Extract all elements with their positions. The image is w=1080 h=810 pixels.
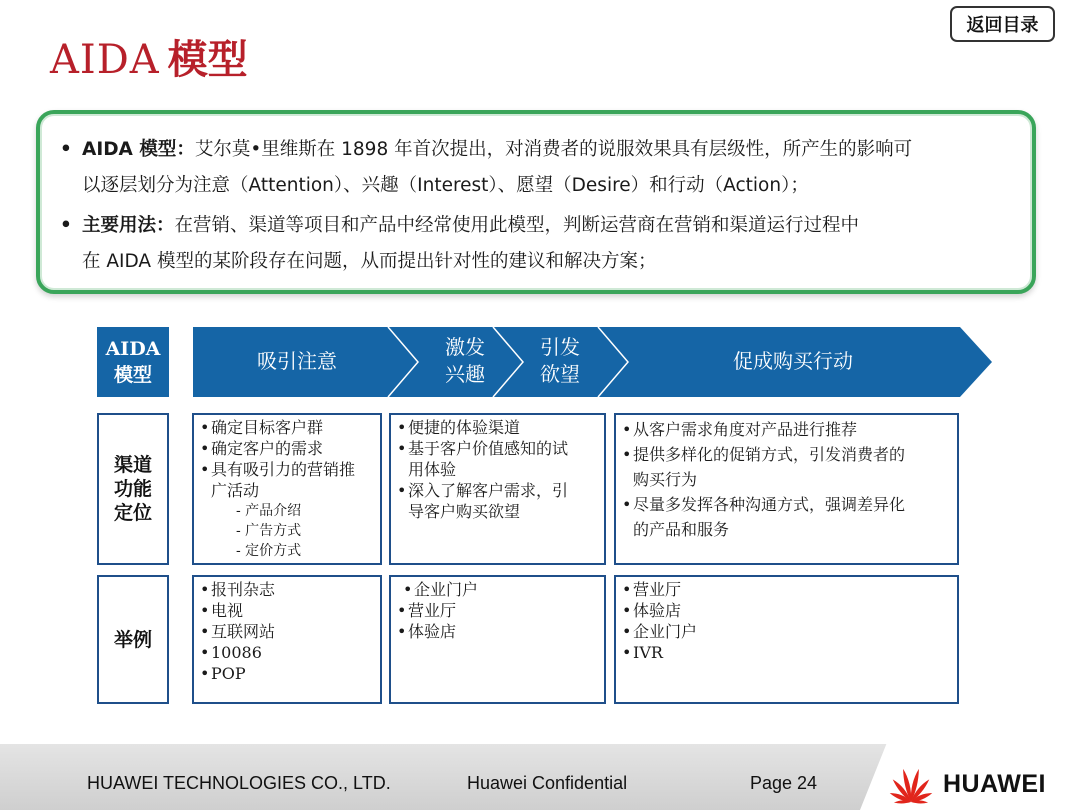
sub-item: - 产品介绍 — [236, 503, 302, 519]
footer-company: HUAWEI TECHNOLOGIES CO., LTD. — [87, 773, 391, 793]
list-item: • POP — [200, 664, 246, 683]
page-title-part2: 模型 — [167, 37, 248, 83]
list-item: • 确定客户的需求 — [200, 439, 324, 458]
list-item: • 便捷的体验渠道 — [397, 418, 521, 437]
list-item: • 提供多样化的促销方式，引发消费者的 — [622, 445, 906, 464]
stage-label-interest-2: 兴趣 — [445, 362, 485, 386]
list-item: • 深入了解客户需求，引 — [397, 481, 569, 500]
row-label-examples — [97, 575, 169, 704]
list-item-continuation: 导客户购买欲望 — [408, 502, 521, 521]
huawei-brand-text: HUAWEI — [943, 770, 1046, 798]
list-item: • 从客户需求角度对产品进行推荐 — [622, 420, 858, 439]
sub-item: - 定价方式 — [236, 543, 302, 559]
example-cell-attention — [192, 575, 382, 704]
sub-item: - 广告方式 — [236, 523, 302, 539]
list-item: • IVR — [622, 643, 663, 662]
aida-model-label — [97, 327, 169, 397]
list-item: • 营业厅 — [397, 601, 457, 620]
bullet-colon: ： — [156, 215, 175, 236]
list-item: • 10086 — [200, 643, 262, 662]
list-item: • 基于客户价值感知的试 — [397, 439, 569, 458]
stage-label-interest-1: 激发 — [445, 335, 485, 359]
example-cell-interest-desire — [389, 575, 606, 704]
aida-label-line2: 模型 — [113, 364, 152, 386]
back-to-contents-button[interactable]: 返回目录 — [950, 6, 1055, 42]
bullet-text-line: 在 AIDA 模型的某阶段存在问题，从而提出针对性的建议和解决方案； — [82, 251, 657, 272]
page-title-part1: AIDA — [50, 37, 160, 83]
list-item: • 营业厅 — [622, 580, 682, 599]
function-cell-interest-desire — [389, 413, 606, 565]
bullet-dot: • — [60, 139, 72, 160]
row-label-line: 定位 — [113, 502, 152, 524]
row-label-line: 功能 — [113, 478, 152, 500]
bullet-lead: AIDA 模型 — [82, 139, 177, 160]
footer-confidential: Huawei Confidential — [467, 773, 628, 793]
list-item: • 互联网站 — [200, 622, 276, 641]
list-item-continuation: 的产品和服务 — [633, 520, 730, 539]
bullet-text-line: 艾尔莫•里维斯在 1898 年首次提出，对消费者的说服效果具有层级性，所产生的影响可 — [194, 139, 913, 160]
function-cell-action — [614, 413, 959, 565]
row-label-line: 举例 — [113, 628, 152, 651]
bullet-text-line: 以逐层划分为注意（Attention）、兴趣（Interest）、愿望（Desire）和行动（Action）； — [82, 175, 809, 196]
huawei-logo-icon — [884, 762, 938, 804]
list-item: • 尽量多发挥各种沟通方式，强调差异化 — [622, 495, 906, 514]
list-item: • 报刊杂志 — [200, 580, 276, 599]
footer-page-number: Page 24 — [750, 773, 818, 793]
list-item-continuation: 购买行为 — [633, 470, 698, 489]
bullet-text-line: 在营销、渠道等项目和产品中经常使用此模型，判断运营商在营销和渠道运行过程中 — [174, 215, 860, 236]
stage-label-action: 促成购买行动 — [733, 349, 853, 373]
bullet-colon: ： — [176, 139, 195, 160]
list-item: • 体验店 — [622, 601, 682, 620]
list-item: • 企业门户 — [622, 622, 698, 641]
list-item: • 确定目标客户群 — [200, 418, 324, 437]
list-item-continuation: 广活动 — [211, 481, 260, 500]
example-cell-action — [614, 575, 959, 704]
list-item: • 体验店 — [397, 622, 457, 641]
row-label-line: 渠道 — [113, 454, 152, 476]
function-cell-attention — [192, 413, 382, 565]
list-item-continuation: 用体验 — [408, 460, 457, 479]
stage-label-attention: 吸引注意 — [257, 349, 337, 373]
row-label-channel-function — [97, 413, 169, 565]
list-item: • 电视 — [200, 601, 244, 620]
bullet-lead: 主要用法 — [82, 215, 157, 236]
stage-label-desire-2: 欲望 — [540, 362, 580, 386]
list-item: • 具有吸引力的营销推 — [200, 460, 356, 479]
aida-label-line1: AIDA — [105, 338, 161, 360]
list-item: • 企业门户 — [403, 580, 479, 599]
bullet-dot: • — [60, 215, 72, 236]
stage-label-desire-1: 引发 — [540, 335, 580, 359]
